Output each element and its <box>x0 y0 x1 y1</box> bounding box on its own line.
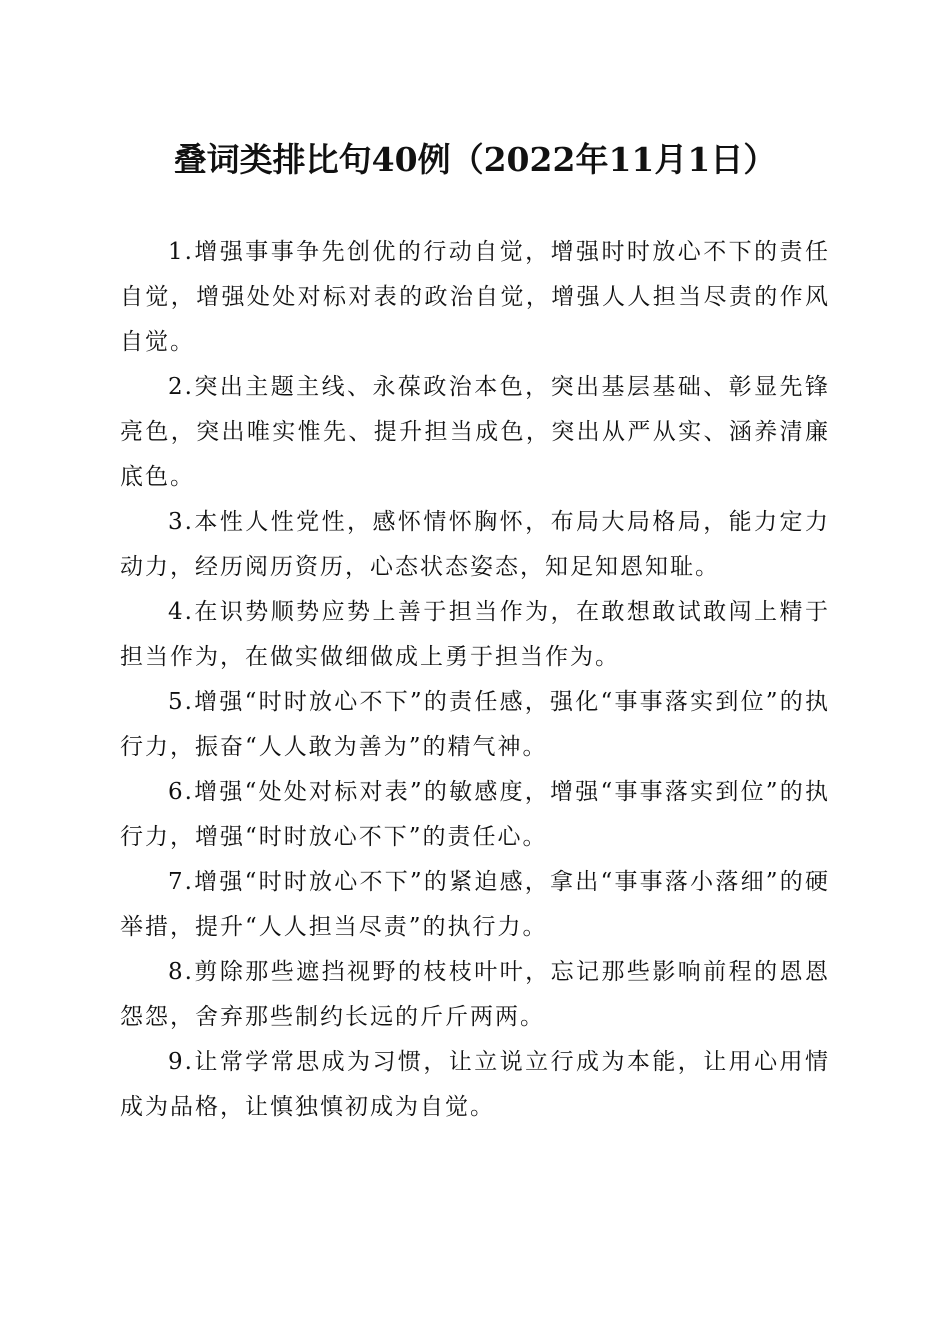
paragraph-1: 1.增强事事争先创优的行动自觉，增强时时放心不下的责任自觉，增强处处对标对表的政治自觉，增强人人担当尽责的作风自觉。 <box>120 239 830 355</box>
paragraph-7: 7.增强“时时放心不下”的紧迫感，拿出“事事落小落细”的硬举措，提升“人人担当尽责”的执行力。 <box>120 869 830 940</box>
paragraph-5: 5.增强“时时放心不下”的责任感，强化“事事落实到位”的执行力，振奋“人人敢为善为”的精气神。 <box>120 689 830 760</box>
paragraph-8: 8.剪除那些遮挡视野的枝枝叶叶，忘记那些影响前程的恩恩怨怨，舍弃那些制约长远的斤斤两两。 <box>120 959 830 1030</box>
paragraph-2: 2.突出主题主线、永葆政治本色，突出基层基础、彰显先锋亮色，突出唯实惟先、提升担当成色，突出从严从实、涵养清廉底色。 <box>120 374 830 490</box>
paragraph-9: 9.让常学常思成为习惯，让立说立行成为本能，让用心用情成为品格，让慎独慎初成为自觉。 <box>120 1049 830 1120</box>
paragraph-3: 3.本性人性党性，感怀情怀胸怀，布局大局格局，能力定力动力，经历阅历资历，心态状态姿态，知足知恩知耻。 <box>120 509 830 580</box>
paragraph-4: 4.在识势顺势应势上善于担当作为，在敢想敢试敢闯上精于担当作为，在做实做细做成上勇于担当作为。 <box>120 599 830 670</box>
document-body <box>120 230 830 1130</box>
paragraph-6: 6.增强“处处对标对表”的敏感度，增强“事事落实到位”的执行力，增强“时时放心不下”的责任心。 <box>120 779 830 850</box>
document-title: 叠词类排比句40例（2022年11月1日） <box>173 140 777 179</box>
